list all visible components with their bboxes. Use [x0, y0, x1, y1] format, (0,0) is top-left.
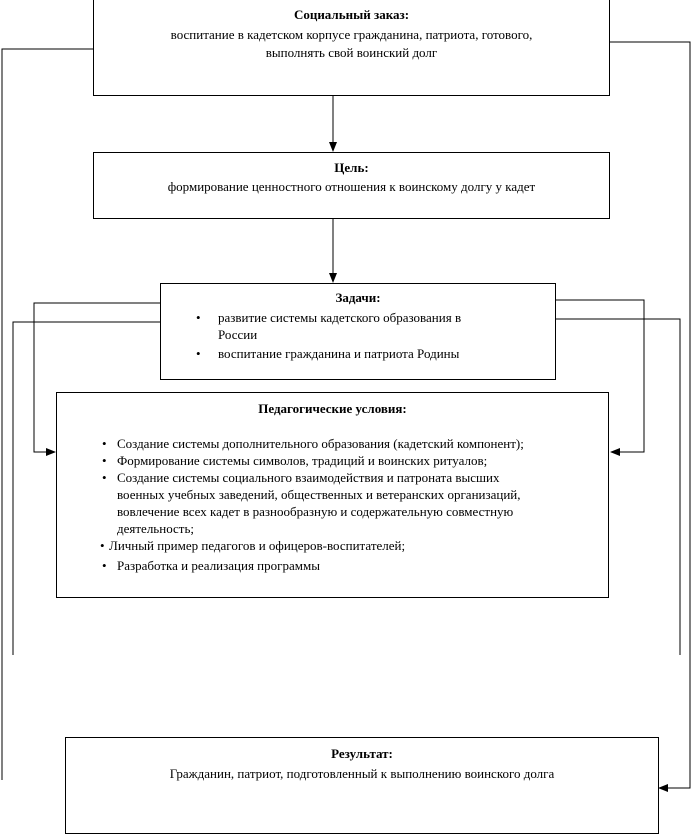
result-text: Гражданин, патриот, подготовленный к выполнению воинского долга	[169, 766, 555, 781]
condition-item: • Формирование системы символов, традиций и воинских ритуалов;	[102, 453, 488, 468]
goal-box	[93, 152, 610, 219]
social-order-box	[93, 0, 610, 96]
bullet-icon: •	[102, 453, 107, 468]
condition-item: • Создание системы социального взаимодействия и патроната высших военных учебных заведений, общественных и ветеранских организаций, вовлечение всех кадет в разнообразную и содержательную совместную деятельность;	[102, 470, 521, 536]
bullet-icon: •	[102, 436, 107, 451]
social-order-line2: выполнять свой воинский долг	[265, 45, 438, 60]
task-item: • воспитание гражданина и патриота Родины	[196, 346, 460, 361]
condition-item: • Создание системы дополнительного образования (кадетский компонент);	[102, 436, 524, 451]
bullet-icon: •	[102, 470, 107, 485]
bullet-icon: •	[196, 346, 201, 361]
tasks-title: Задачи:	[335, 290, 381, 305]
line-social-right	[609, 42, 690, 788]
bullet-icon: •	[196, 310, 201, 325]
result-box	[65, 737, 659, 834]
task-item: • развитие системы кадетского образования в России	[196, 310, 462, 342]
social-order-line1: воспитание в кадетском корпусе гражданина, патриота, готового,	[170, 27, 533, 42]
bullet-icon: •	[100, 538, 105, 553]
social-order-title: Социальный заказ:	[293, 7, 410, 22]
goal-title: Цель:	[334, 160, 369, 175]
conditions-box	[56, 392, 609, 598]
conditions-title: Педагогические условия:	[258, 401, 407, 416]
bullet-icon: •	[102, 558, 107, 573]
tasks-box	[160, 283, 556, 380]
condition-item: • Личный пример педагогов и офицеров-воспитателей;	[100, 538, 406, 553]
result-title: Результат:	[331, 746, 393, 761]
condition-item: • Разработка и реализация программы	[102, 558, 320, 573]
goal-text: формирование ценностного отношения к воинскому долгу у кадет	[167, 179, 536, 194]
